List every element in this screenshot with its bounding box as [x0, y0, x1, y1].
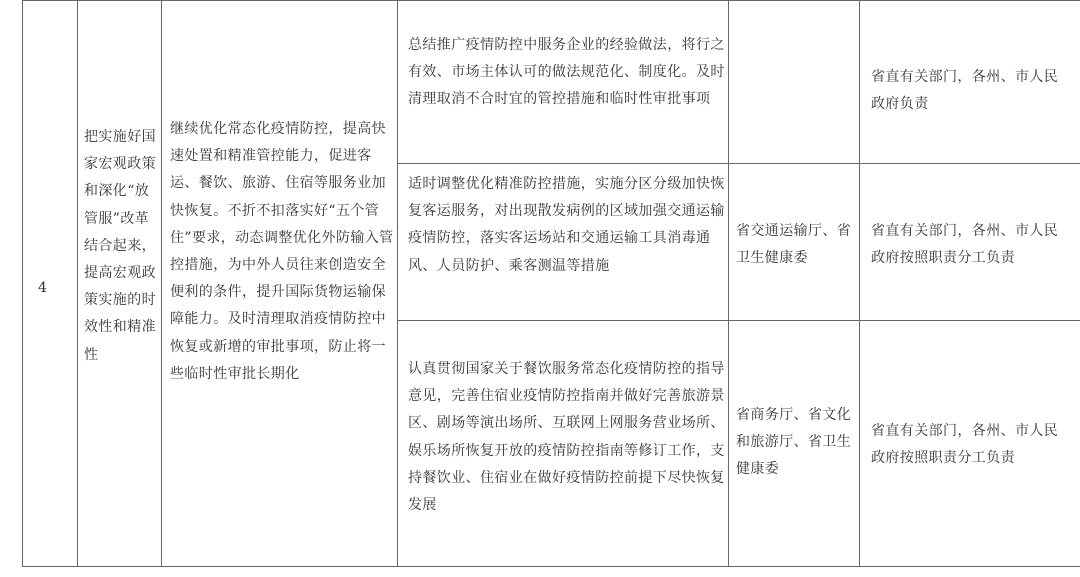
measure-cell: 继续优化常态化疫情防控，提高快速处置和精准管控能力，促进客运、餐饮、旅游、住宿等服务业加快恢复。不折不扣落实好“五个管住”要求，动态调整优化外防输入管控措施，为中外人员往来创造安全便利的条件，提升国际货物运输保障能力。及时清理取消疫情防控中恢复或新增的审批事项，防止将一些临时性审批长期化 — [170, 121, 394, 382]
work-content-cell: 适时调整优化精准防控措施，实施分区分级加快恢复客运服务，对出现散发病例的区域加强交通运输疫情防控，落实客运场站和交通运输工具消毒通风、人员防护、乘客测温等措施 — [408, 176, 725, 274]
responsible-unit-cell: 省直有关部门，各州、市人民政府按照职责分工负责 — [871, 423, 1059, 467]
row-divider — [397, 163, 1080, 164]
column-divider — [728, 0, 729, 567]
column-divider — [859, 0, 860, 567]
row-divider — [397, 320, 1080, 321]
column-divider — [77, 0, 78, 567]
column-divider — [397, 0, 398, 567]
responsible-unit-cell: 省直有关部门，各州、市人民政府负责 — [871, 69, 1059, 113]
column-divider — [161, 0, 162, 567]
lead-unit-cell: 省交通运输厅、省卫生健康委 — [736, 223, 852, 267]
column-divider — [22, 0, 23, 567]
work-content-cell: 总结推广疫情防控中服务企业的经验做法，将行之有效、市场主体认可的做法规范化、制度化。及时清理取消不合时宜的管控措施和临时性审批事项 — [408, 37, 725, 108]
lead-unit-cell: 省商务厅、省文化和旅游厅、省卫生健康委 — [736, 407, 852, 478]
responsible-unit-cell: 省直有关部门，各州、市人民政府按照职责分工负责 — [871, 223, 1059, 267]
task-cell: 把实施好国家宏观政策和深化“放管服”改革结合起来，提高宏观政策实施的时效性和精准性 — [84, 129, 156, 363]
row-number: 4 — [38, 280, 47, 296]
table-border-bottom — [22, 566, 1080, 567]
work-content-cell: 认真贯彻国家关于餐饮服务常态化疫情防控的指导意见，完善住宿业疫情防控指南并做好完善旅游景区、剧场等演出场所、互联网上网服务营业场所、娱乐场所恢复开放的疫情防控指南等修订工作，支持餐饮业、住宿业在做好疫情防控前提下尽快恢复发展 — [408, 361, 725, 514]
table-border-top — [22, 0, 1080, 1]
